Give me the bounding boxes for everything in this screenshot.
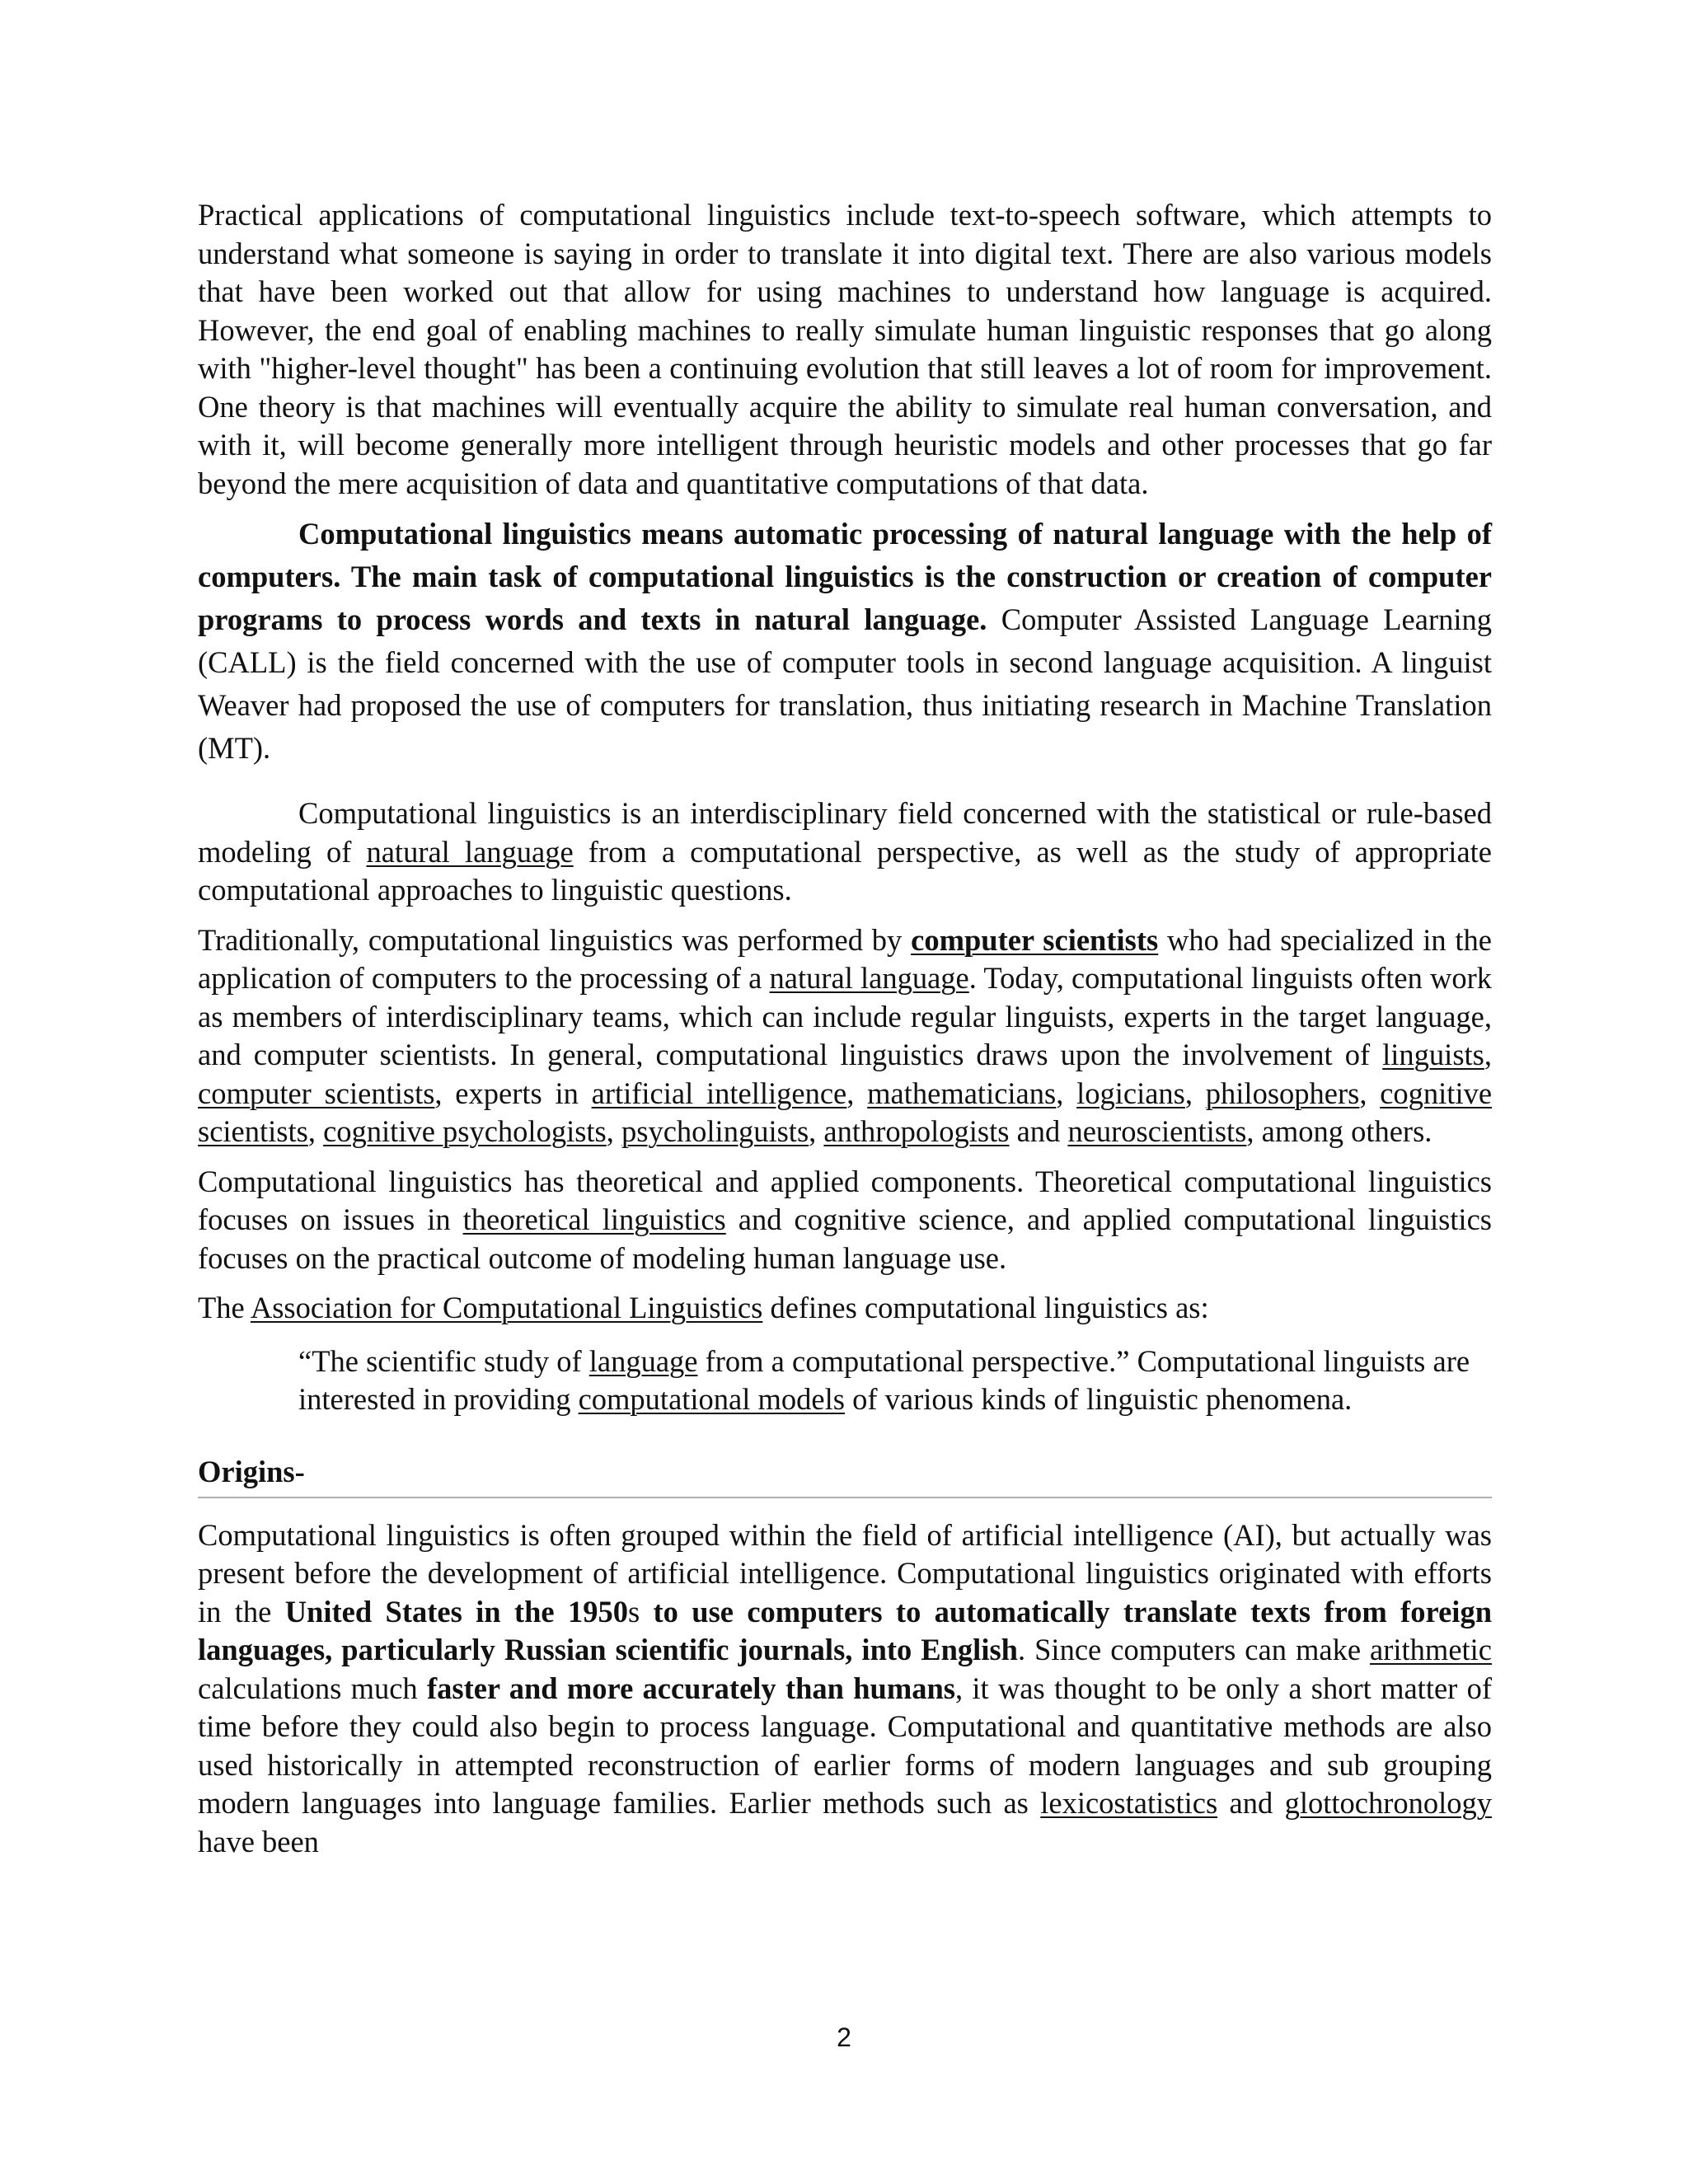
- paragraph-acl-definition: [198, 1289, 1492, 1328]
- text-span: . Since computers can make: [1017, 1633, 1371, 1666]
- paragraph-definition: [198, 513, 1492, 770]
- text-span: who had specialized in the application of computers to the processing of a: [198, 922, 1493, 995]
- block-quote: [298, 1343, 1484, 1419]
- paragraph-origins: [198, 1516, 1492, 1862]
- text-span: of various kinds of linguistic phenomena.: [844, 1382, 1353, 1416]
- text-span: . Today, computational linguists often work as members of interdisciplinary teams, which can include regular linguists, experts in the target language, and computer scientists. In general, computational linguistics draws upon the involvement of: [198, 961, 1492, 1071]
- link-association-for-computational-linguistics[interactable]: Association for Computational Linguistics: [250, 1291, 763, 1324]
- paragraph-practical-applications: Practical applications of computational linguistics include text-to-speech software, which attempts to understand what someone is saying in order to translate it into digital text. There are also various models that have been worked out that allow for using machines to understand how language is acquired. However, the end goal of enabling machines to really simulate human linguistic responses that go along with "higher-level thought" has been a continuing evolution that still leaves a lot of room for improvement. One theory is that machines will eventually acquire the ability to simulate real human conversation, and with it, will become generally more intelligent through heuristic models and other processes that go far beyond the mere acquisition of data and quantitative computations of that data.: [198, 198, 1492, 500]
- text-span: Computational linguistics is an interdisciplinary field concerned with the statistical or rule-based modeling of: [198, 796, 1492, 869]
- paragraph-components: [198, 1163, 1492, 1278]
- text-span: ,: [1359, 1076, 1381, 1110]
- text-span: ,: [1184, 1076, 1206, 1110]
- definition-rest-text: Computer Assisted Language Learning (CALL) is the field concerned with the use of computer tools in second language acquisition. A linguist Weaver had proposed the use of computers for translation, thus initiating research in Machine Translation (MT).: [198, 602, 1492, 765]
- link-cognitive-psychologists[interactable]: cognitive psychologists: [323, 1114, 607, 1148]
- link-lexicostatistics[interactable]: lexicostatistics: [1040, 1786, 1218, 1820]
- heading-origins-text: Origins-: [198, 1454, 305, 1488]
- text-span: and: [1009, 1114, 1068, 1148]
- link-natural-language[interactable]: natural language: [366, 834, 574, 869]
- link-philosophers[interactable]: philosophers: [1205, 1076, 1360, 1110]
- link-neuroscientists[interactable]: neuroscientists: [1067, 1114, 1247, 1148]
- link-cognitive-scientists[interactable]: cognitive scientists: [198, 1076, 1493, 1148]
- document-page: [198, 196, 1492, 1861]
- text-span: , among others.: [1246, 1114, 1432, 1148]
- link-computer-scientists[interactable]: computer scientists: [198, 1076, 435, 1110]
- text-span: Computational linguistics has theoretical and applied components. Theoretical computational linguistics focuses on issues in: [198, 1164, 1492, 1236]
- link-language[interactable]: language: [588, 1343, 698, 1378]
- text-span: and: [1217, 1786, 1285, 1820]
- text-span: “The scientific study of: [298, 1343, 589, 1378]
- text-span: have been: [198, 1824, 319, 1858]
- text-span: , experts in: [434, 1076, 592, 1110]
- definition-bold-text: Computational linguistics means automatic processing of natural language with the help of computers. The main task of computational linguistics is the construction or creation of computer programs to process words and texts in natural language.: [198, 517, 1492, 636]
- paragraph-traditionally: [198, 921, 1492, 1151]
- text-span: defines computational linguistics as:: [762, 1291, 1209, 1324]
- text-span: , it was thought to be only a short matter of time before they could also begin to process language. Computational and quantitative methods are also used historically in attempted reconstruction of earlier forms of modern languages and sub grouping modern languages into language families. Earlier methods such as: [198, 1671, 1492, 1820]
- text-span: ,: [307, 1114, 324, 1148]
- link-psycholinguists[interactable]: psycholinguists: [621, 1114, 809, 1148]
- link-anthropologists[interactable]: anthropologists: [823, 1114, 1010, 1148]
- text-span: ,: [1056, 1076, 1077, 1110]
- link-natural-language-2[interactable]: natural language: [769, 961, 969, 995]
- text-span: ,: [809, 1114, 824, 1148]
- bold-span: to use computers to automatically translate texts from foreign languages, particularly Russian scientific journals, into English: [198, 1594, 1492, 1666]
- page-number: 2: [837, 2022, 851, 2052]
- text-span: The: [198, 1291, 251, 1324]
- text-span: and cognitive science, and applied computational linguistics focuses on the practical outcome of modeling human language use.: [198, 1202, 1492, 1275]
- text-span: ,: [606, 1114, 622, 1148]
- text-span: calculations much: [198, 1671, 427, 1705]
- text-span: from a computational perspective.” Computational linguists are interested in providing: [298, 1343, 1470, 1416]
- text-span: ,: [846, 1076, 868, 1110]
- link-theoretical-linguistics[interactable]: theoretical linguistics: [462, 1202, 726, 1236]
- link-artificial-intelligence[interactable]: artificial intelligence: [591, 1076, 847, 1110]
- link-mathematicians[interactable]: mathematicians: [867, 1076, 1057, 1110]
- text-span: Computational linguistics is often grouped within the field of artificial intelligence (AI), but actually was present before the development of artificial intelligence. Computational linguistics originated with efforts in the: [198, 1517, 1492, 1629]
- section-heading-origins: [198, 1454, 1492, 1498]
- text-span: Traditionally, computational linguistics was performed by: [198, 922, 912, 957]
- bold-span: United States in the 1950: [284, 1594, 628, 1629]
- link-linguists[interactable]: linguists: [1382, 1038, 1484, 1071]
- link-glottochronology[interactable]: glottochronology: [1284, 1786, 1493, 1820]
- paragraph-interdisciplinary: [198, 794, 1492, 910]
- link-logicians[interactable]: logicians: [1076, 1076, 1185, 1110]
- text-span: from a computational perspective, as well as the study of appropriate computational approaches to linguistic questions.: [198, 834, 1492, 907]
- link-computational-models[interactable]: computational models: [578, 1382, 845, 1416]
- text-span: ,: [1484, 1038, 1492, 1071]
- link-computer-scientists-bold[interactable]: computer scientists: [911, 922, 1159, 957]
- link-arithmetic[interactable]: arithmetic: [1370, 1633, 1493, 1666]
- bold-span: faster and more accurately than humans: [426, 1671, 955, 1705]
- text-span: s: [627, 1594, 654, 1629]
